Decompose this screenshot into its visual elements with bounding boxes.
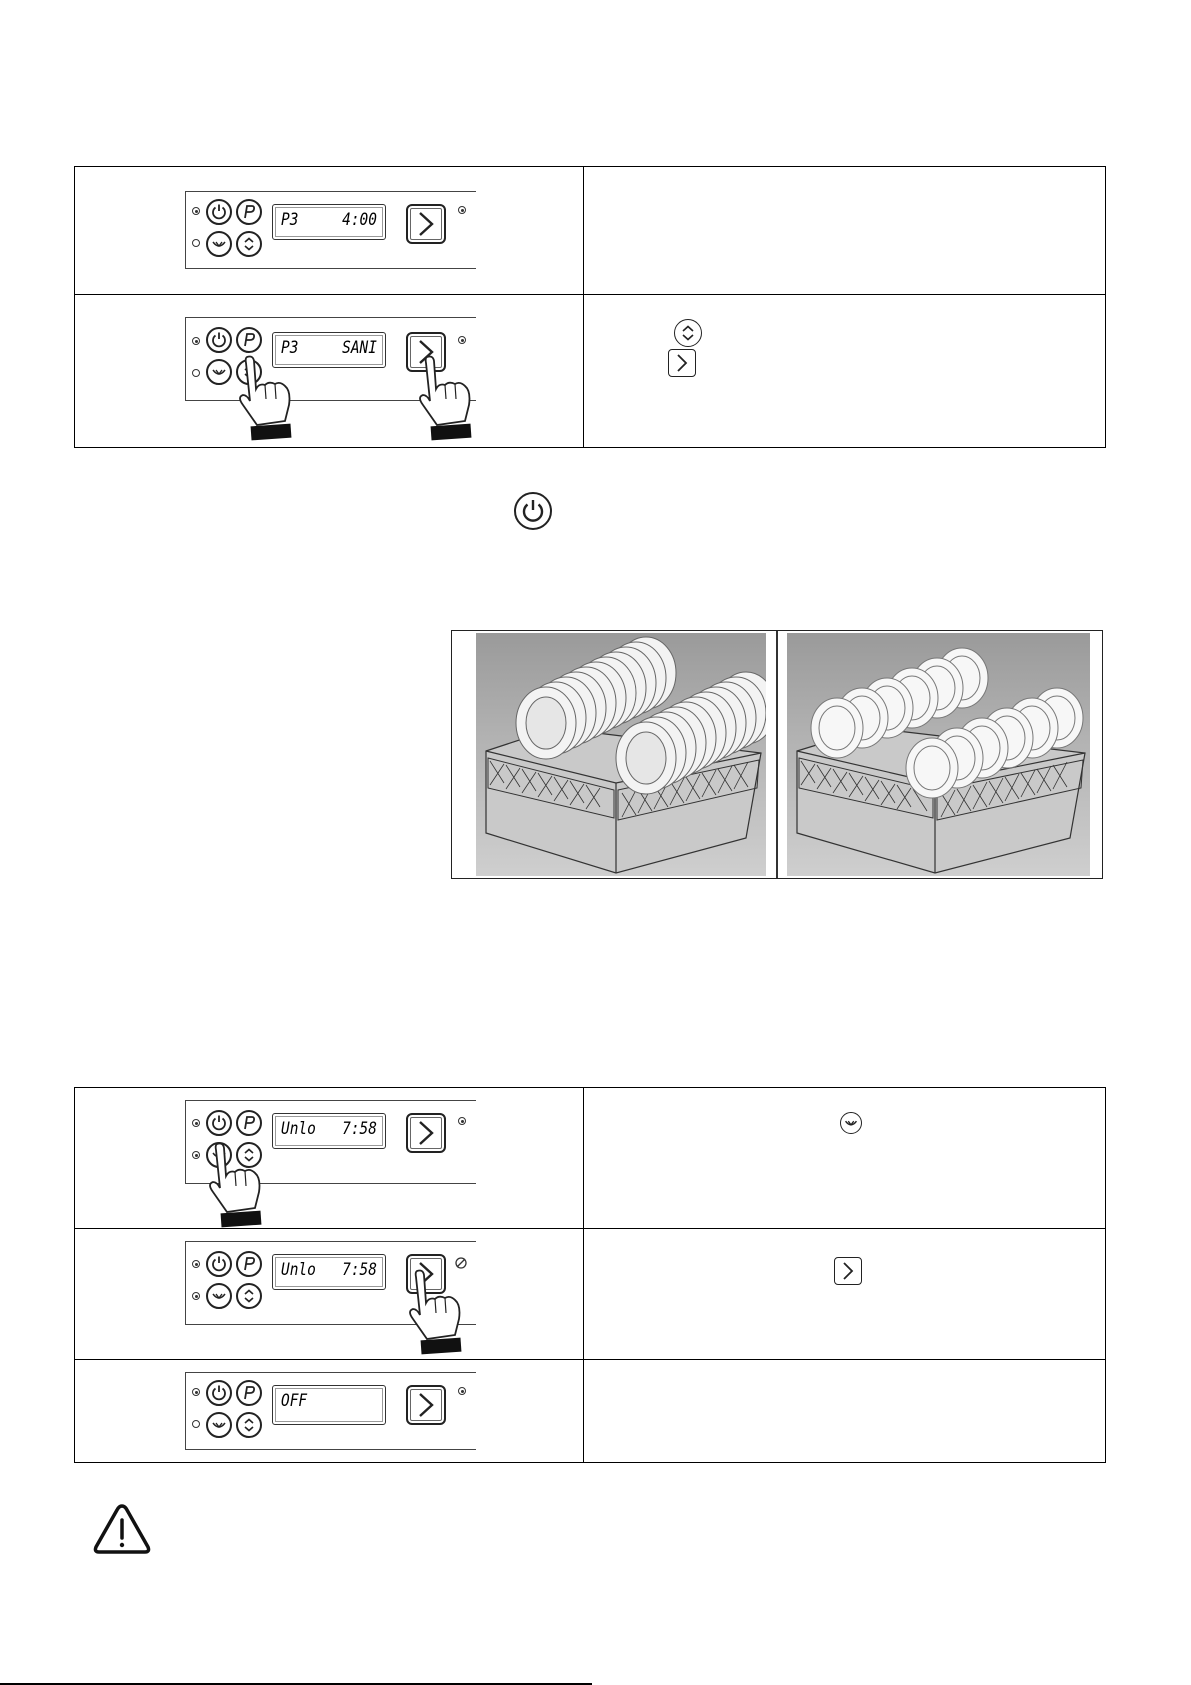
step-image-cell	[75, 1229, 584, 1360]
power-icon	[206, 199, 232, 225]
step-image-cell	[75, 295, 584, 448]
program-p-icon	[236, 1380, 262, 1406]
control-panel	[185, 191, 476, 269]
up-down-icon	[674, 319, 702, 347]
start-arrow-icon	[834, 1257, 862, 1285]
status-led-icon	[192, 1292, 200, 1300]
display-program: P3	[281, 210, 299, 230]
pressing-hand-icon	[415, 355, 485, 445]
display-value: 4:00	[342, 210, 377, 230]
status-led-icon	[192, 207, 200, 215]
step-text-cell	[584, 167, 1106, 295]
status-led-icon	[458, 1387, 466, 1395]
status-led-icon	[192, 1260, 200, 1268]
step-text-cell	[584, 1229, 1106, 1360]
step-text-cell	[584, 1360, 1106, 1463]
status-led-icon	[458, 1117, 466, 1125]
power-icon	[206, 1251, 232, 1277]
power-icon	[206, 1110, 232, 1136]
pressing-hand-icon	[205, 1142, 275, 1230]
drain-icon	[206, 359, 232, 385]
program-p-icon	[236, 327, 262, 353]
status-led-icon	[192, 1420, 200, 1428]
drain-icon	[206, 231, 232, 257]
pressing-hand-icon	[235, 355, 305, 445]
program-p-icon	[236, 199, 262, 225]
status-led-icon	[192, 1119, 200, 1127]
status-led-icon	[458, 336, 466, 344]
instruction-table-bottom	[74, 1087, 1106, 1463]
lcd-display	[272, 1113, 386, 1149]
up-down-icon	[236, 1283, 262, 1309]
display-program: Unlo	[281, 1260, 316, 1280]
display-program: OFF	[281, 1391, 308, 1411]
start-arrow-icon	[406, 1385, 446, 1425]
display-program: P3	[281, 338, 299, 358]
control-panel	[185, 1372, 476, 1450]
step-text-cell	[584, 1088, 1106, 1229]
dish-rack-illustration	[451, 630, 1103, 879]
up-down-icon	[236, 231, 262, 257]
display-value: 7:58	[342, 1119, 377, 1139]
footer-rule	[0, 1683, 592, 1685]
program-p-icon	[236, 1110, 262, 1136]
start-arrow-icon	[406, 204, 446, 244]
status-led-icon	[192, 1151, 200, 1159]
rack-plates-image	[476, 633, 766, 876]
step-image-cell	[75, 167, 584, 295]
lcd-display	[272, 1385, 386, 1425]
status-led-icon	[192, 369, 200, 377]
step-image-cell	[75, 1360, 584, 1463]
instruction-table-top	[74, 166, 1106, 448]
lcd-display	[272, 1254, 386, 1290]
status-led-icon	[192, 337, 200, 345]
power-icon	[206, 1380, 232, 1406]
lcd-display	[272, 204, 386, 240]
display-value: 7:58	[342, 1260, 377, 1280]
warning-triangle-icon	[92, 1502, 152, 1556]
rack-plates-spaced-image	[787, 633, 1090, 876]
display-program: Unlo	[281, 1119, 316, 1139]
step-text-cell	[584, 295, 1106, 448]
pressing-hand-icon	[405, 1269, 475, 1357]
start-arrow-icon	[668, 349, 696, 377]
drain-icon	[840, 1112, 862, 1134]
status-led-slash-icon	[454, 1256, 468, 1270]
drain-icon	[206, 1283, 232, 1309]
power-icon	[206, 327, 232, 353]
status-led-icon	[192, 239, 200, 247]
display-value: SANI	[342, 338, 377, 358]
drain-icon	[206, 1412, 232, 1438]
program-p-icon	[236, 1251, 262, 1277]
status-led-icon	[458, 206, 466, 214]
start-arrow-icon	[406, 1113, 446, 1153]
power-icon	[514, 492, 552, 530]
up-down-icon	[236, 1412, 262, 1438]
step-image-cell	[75, 1088, 584, 1229]
status-led-icon	[192, 1388, 200, 1396]
